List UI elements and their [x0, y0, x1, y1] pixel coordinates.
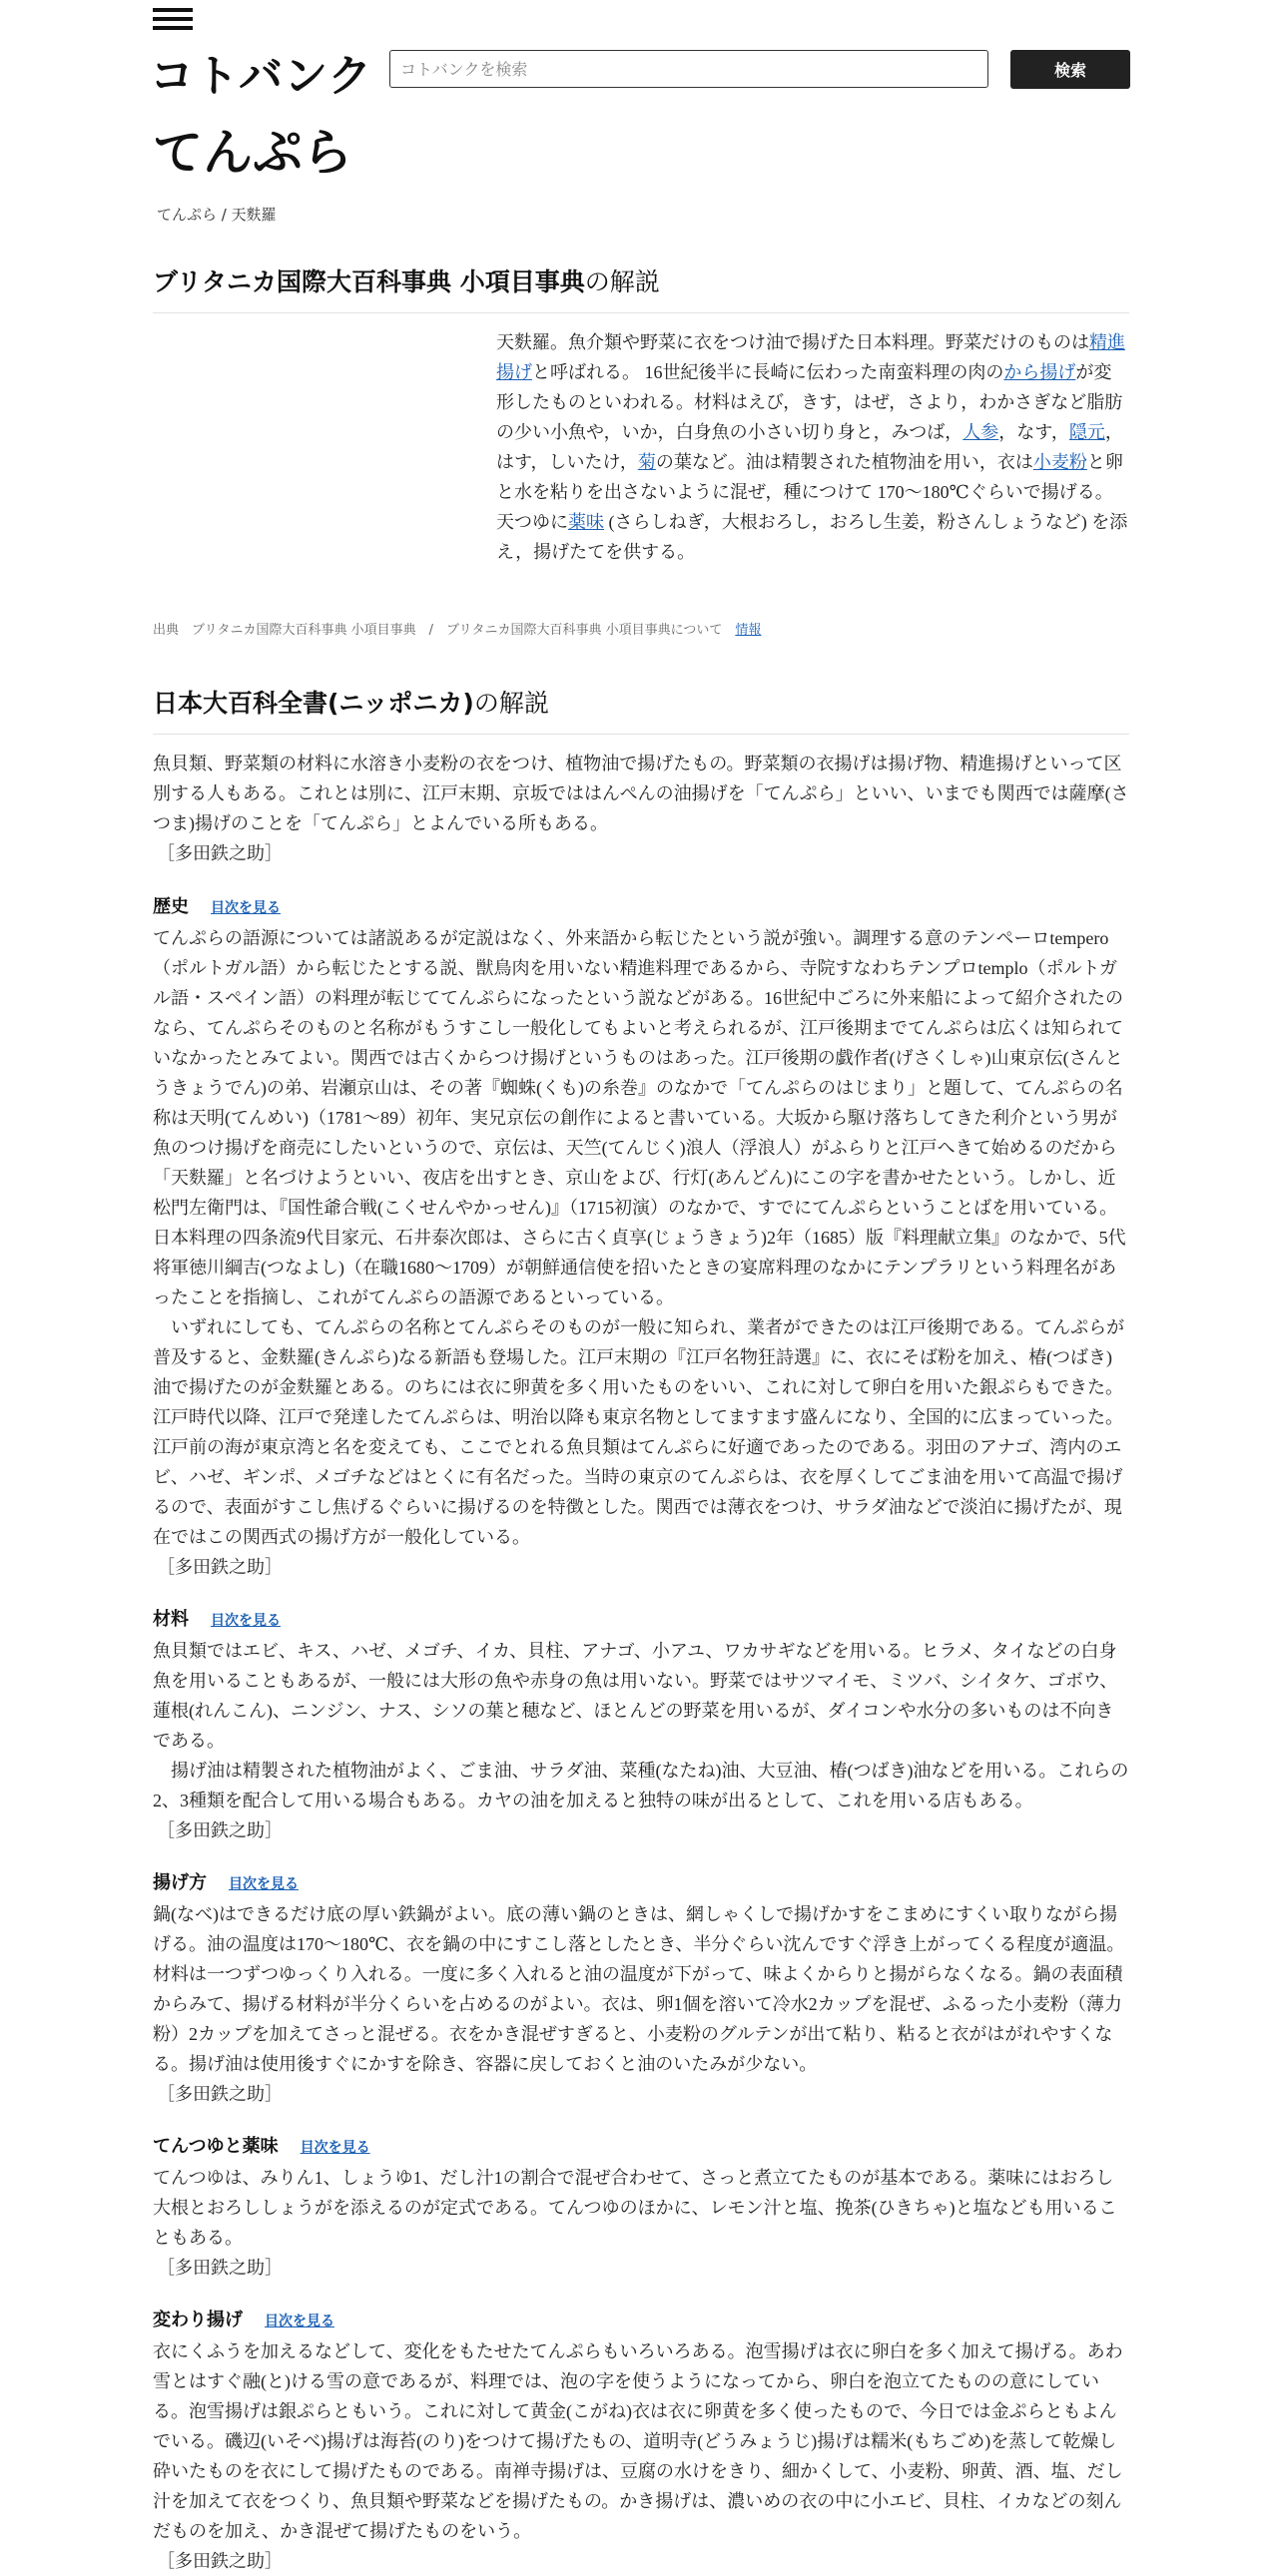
- text: と呼ばれる。 16世紀後半に長崎に伝わった南蛮料理の肉の: [532, 362, 1004, 382]
- nipponica-title-suffix: の解説: [473, 689, 549, 718]
- paragraph: 鍋(なべ)はできるだけ底の厚い鉄鍋がよい。底の薄い鍋のときは、網しゃくしで揚げかすをこまめにすくい取りながら揚げる。油の温度は170～180℃、衣を鍋の中にすこし落としたとき、半分ぐらい沈んですぐ浮き上がってくる程度が適温。材料は一つずつゆっくり入れる。一度に多く入れると油の温度が下がって、味よくからりと揚がらなくなる。鍋の表面積からみて、揚げる材料が半分くらいを占めるのがよい。衣は、卵1個を溶いて冷水2カップを混ぜ、ふるった小麦粉（薄力粉）2カップを加えてさっと混ぜる。衣をかき混ぜすぎると、小麦粉のグルテンが出て粘り、粘ると衣がはがれやすくなる。揚げ油は使用後すぐにかすを除き、容器に戻しておくと油のいたみが少ない。: [153, 1904, 1125, 2074]
- search-input[interactable]: [389, 50, 988, 88]
- toc-link[interactable]: 目次を見る: [300, 2140, 370, 2156]
- text: の葉など。油は精製された植物油を用い，衣は: [655, 452, 1033, 472]
- paragraph: 衣にくふうを加えるなどして、変化をもたせたてんぷらもいろいろある。泡雪揚げは衣に卵白を多く加えて揚げる。あわ雪とはすぐ融(と)ける雪の意であるが、料理では、泡の字を使うようになってから、卵白を泡立てたものの意にしている。泡雪揚げは銀ぷらともいう。これに対して黄金(こがね)衣は衣に卵黄を多く使ったもので、今日では金ぷらともよんでいる。磯辺(いそべ)揚げは海苔(のり)をつけて揚げたもの、道明寺(どうみょうじ)揚げは糯米(もちごめ)を蒸して乾燥し砕いたものを衣にして揚げたものである。南禅寺揚げは、豆腐の水けをきり、細かくして、小麦粉、卵黄、酒、塩、だし汁を加えて衣をつくり、魚貝類や野菜などを揚げたもの。かき揚げは、濃いめの衣の中に小エビ、貝柱、イカなどの刻んだものを加え、かき混ぜて揚げたものをいう。: [153, 2341, 1123, 2541]
- nipponica-intro: [153, 749, 1129, 868]
- section-heading: [153, 1868, 1129, 1899]
- source-info-link[interactable]: 情報: [735, 623, 762, 638]
- section-history: [153, 892, 1129, 1582]
- author: ［多田鉄之助］: [157, 2084, 283, 2104]
- section-frying-method: [153, 1868, 1129, 2109]
- text: ，はす，しいたけ，: [496, 422, 1123, 472]
- link-komugiko[interactable]: 小麦粉: [1032, 452, 1087, 472]
- section-heading: [153, 892, 1129, 923]
- section-tentsuyu: [153, 2132, 1129, 2283]
- britannica-title-suffix: の解説: [584, 267, 660, 296]
- author: ［多田鉄之助］: [157, 1557, 283, 1577]
- paragraph: てんつゆは、みりん1、しょうゆ1、だし汁1の割合で混ぜ合わせて、さっと煮立てたものが基本である。薬味にはおろし大根とおろししょうがを添えるのが定式である。てんつゆのほかに、レモン汁と塩、挽茶(ひきちゃ)と塩なども用いることもある。: [153, 2168, 1117, 2248]
- nipponica-section-title: [153, 684, 549, 724]
- text: が変形したものといわれる。材料はえび，きす，はぜ，さより，わかさぎなど脂肪の少い小魚や，いか，白身魚の小さい切り身と，みつば，: [496, 362, 1123, 442]
- section-heading: [153, 2306, 1129, 2336]
- section-ingredients: [153, 1605, 1129, 1845]
- nipponica-dictionary-name: 日本大百科全書(ニッポニカ): [153, 689, 474, 718]
- author: ［多田鉄之助］: [157, 2258, 283, 2278]
- section-variations: [153, 2306, 1129, 2576]
- link-ingen[interactable]: 隠元: [1068, 422, 1105, 442]
- heading-text: 歴史: [153, 896, 189, 917]
- search-button[interactable]: 検索: [1010, 50, 1130, 89]
- heading-text: 材料: [153, 1609, 189, 1630]
- section-heading: [153, 1605, 1129, 1636]
- intro-text: 魚貝類、野菜類の材料に水溶き小麦粉の衣をつけ、植物油で揚げたもの。野菜類の衣揚げは揚げ物、精進揚げといって区別する人もある。これとは別に、江戸末期、京坂でははんぺんの油揚げを「てんぷら」といい、いまでも関西では薩摩(さつま)揚げのことを「てんぷら」とよんでいる所もある。: [153, 754, 1129, 833]
- source-note: [153, 619, 761, 638]
- paragraph: 揚げ油は精製された植物油がよく、ごま油、サラダ油、菜種(なたね)油、大豆油、椿(つばき)油などを用いる。これらの2、3種類を配合して用いる場合もある。カヤの油を加えると独特の味が出るとして、これを用いる店もある。: [153, 1761, 1129, 1810]
- link-yakumi[interactable]: 薬味: [568, 512, 604, 532]
- paragraph: てんぷらの語源については諸説あるが定説はなく、外来語から転じたという説が強い。調理する意のテンペーロtempero（ポルトガル語）から転じたとする説、獣鳥肉を用いない精進料理であるから、寺院すなわちテンプロtemplo（ポルトガル語・スペイン語）の料理が転じててんぷらになったという説などがある。16世紀中ごろに外来船によって紹介されたのなら、てんぷらそのものと名称がもうすこし一般化してもよいと考えられるが、江戸後期までてんぷらは広くは知られていなかったとみてよい。関西では古くからつけ揚げというものはあった。江戸後期の戯作者(げさくしゃ)山東京伝(さんとうきょうでん)の弟、岩瀬京山は、その著『蜘蛛(くも)の糸巻』のなかで「てんぷらのはじまり」と題して、てんぷらの名称は天明(てんめい)（1781～89）初年、実兄京伝の創作によると書いている。大坂から駆け落ちしてきた利介という男が魚のつけ揚げを商売にしたいというので、京伝は、天竺(てんじく)浪人（浮浪人）がふらりと江戸へきて始めるのだから「天麩羅」と名づけようといい、夜店を出すとき、京山をよび、行灯(あんどん)にこの字を書かせたという。しかし、近松門左衛門は、『国性爺合戦(こくせんやかっせん)』（1715初演）のなかで、すでにてんぷらということばを用いている。日本料理の四条流9代目家元、石井泰次郎は、さらに古く貞享(じょうきょう)2年（1685）版『料理献立集』のなかで、5代将軍徳川綱吉(つなよし)（在職1680～1709）が朝鮮通信使を招いたときの宴席料理のなかにテンプラリという料理名があったことを指摘し、これがてんぷらの語源であるといっている。: [153, 928, 1126, 1307]
- paragraph: いずれにしても、てんぷらの名称とてんぷらそのものが一般に知られ、業者ができたのは江戸後期である。てんぷらが普及すると、金麩羅(きんぷら)なる新語も登場した。江戸末期の『江戸名物狂詩選』に、衣にそば粉を加え、椿(つばき)油で揚げたのが金麩羅とある。のちには衣に卵黄を多く用いたものをいい、これに対して卵白を用いた銀ぷらもできた。江戸時代以降、江戸で発達したてんぷらは、明治以降も東京名物としてますます盛んになり、全国的に広まっていった。江戸前の海が東京湾と名を変えても、ここでとれる魚貝類はてんぷらに好適であったのである。羽田のアナゴ、湾内のエビ、ハゼ、ギンポ、メゴチなどはとくに有名だった。当時の東京のてんぷらは、衣を厚くしてごま油を用いて高温で揚げるので、表面がすこし焦げるぐらいに揚げるのを特徴とした。関西では薄衣をつけ、サラダ油などで淡泊に揚げたが、現在ではこの関西式の揚げ方が一般化している。: [153, 1317, 1125, 1547]
- text: ，なす，: [998, 422, 1069, 442]
- paragraph: 魚貝類ではエビ、キス、ハゼ、メゴチ、イカ、貝柱、アナゴ、小アユ、ワカサギなどを用いる。ヒラメ、タイなどの白身魚を用いることもあるが、一般には大形の魚や赤身の魚は用いない。野菜ではサツマイモ、ミツバ、シイタケ、ゴボウ、蓮根(れんこん)、ニンジン、ナス、シソの葉と穂など、ほとんどの野菜を用いるが、ダイコンや水分の多いものは不向きである。: [153, 1641, 1118, 1751]
- divider: [153, 312, 1129, 313]
- source-text: 出典 ブリタニカ国際大百科事典 小項目事典 / ブリタニカ国際大百科事典 小項目事典について: [153, 623, 736, 638]
- text: と卵と水を粘りを出さないように混ぜ，種につけて 170～180℃ぐらいで揚げる。天つゆに: [496, 452, 1123, 532]
- toc-link[interactable]: 目次を見る: [211, 1613, 281, 1629]
- link-ninjin[interactable]: 人参: [962, 422, 999, 442]
- text: 天麩羅。魚介類や野菜に衣をつけ油で揚げた日本料理。野菜だけのものは: [496, 332, 1089, 352]
- toc-link[interactable]: 目次を見る: [265, 2314, 334, 2329]
- heading-text: 揚げ方: [153, 1872, 207, 1893]
- britannica-section-title: [153, 262, 660, 302]
- author: ［多田鉄之助］: [157, 2551, 283, 2571]
- breadcrumb: てんぷら / 天麩羅: [157, 206, 277, 224]
- link-shojin-age[interactable]: 精進揚げ: [496, 332, 1125, 382]
- heading-text: てんつゆと薬味: [153, 2136, 279, 2157]
- link-karaage[interactable]: から揚げ: [1003, 362, 1076, 382]
- britannica-body: [496, 327, 1129, 567]
- britannica-dictionary-name: ブリタニカ国際大百科事典 小項目事典: [153, 267, 585, 296]
- toc-link[interactable]: 目次を見る: [211, 900, 281, 916]
- link-kiku[interactable]: 菊: [637, 452, 656, 472]
- toc-link[interactable]: 目次を見る: [229, 1876, 299, 1892]
- heading-text: 変わり揚げ: [153, 2310, 243, 2330]
- divider: [153, 734, 1129, 735]
- author: ［多田鉄之助］: [157, 843, 283, 863]
- page-title: てんぷら: [153, 124, 352, 182]
- section-heading: [153, 2132, 1129, 2163]
- hamburger-menu-icon[interactable]: [153, 8, 193, 34]
- author: ［多田鉄之助］: [157, 1820, 283, 1840]
- text: (さらしねぎ，大根おろし，おろし生姜，粉さんしょうなど) を添え，揚げたてを供する。: [496, 512, 1128, 562]
- site-logo[interactable]: コトバンク: [150, 51, 373, 102]
